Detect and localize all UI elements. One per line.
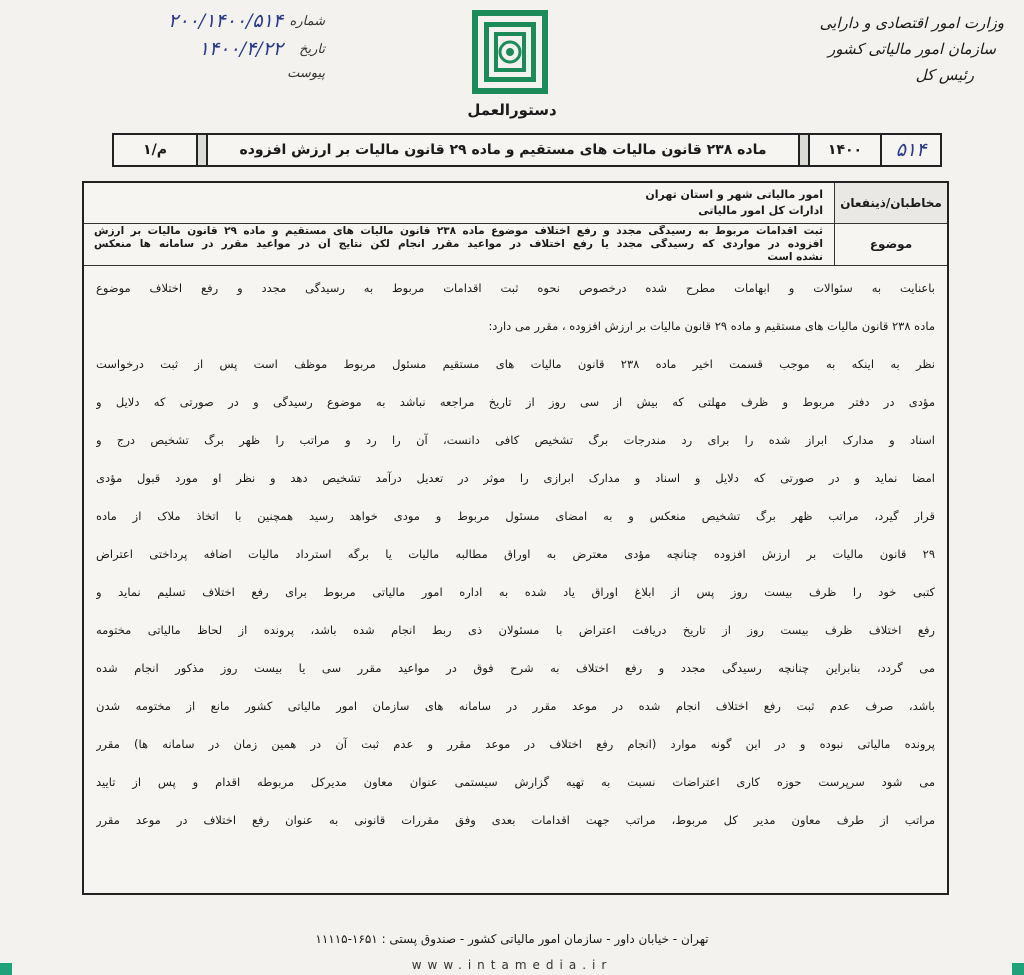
attachment-row: [95, 66, 325, 86]
body-line: مؤدی در دفتر مربوط و ظرف مهلتی که بیش از سی روز از تاریخ مراجعه نباشد به موضوع رسیدگی و در صورتی که دلایل و: [96, 395, 935, 409]
number-value: ۲۰۰/۱۴۰۰/۵۱۴: [168, 10, 283, 32]
body-line: کتبی خود را ظرف بیست روز پس از ابلاغ اوراق یاد شده به اداره امور مالیاتی مربوط برای رفع اختلاف تسلیم نماید و: [96, 585, 935, 599]
addressees-content: [84, 183, 835, 223]
body-line: پرونده مالیاتی نبوده و در این گونه موارد (انجام رفع اختلاف در موعد مقرر و عدم ثبت آن در همین زمان در سامانه ها) مقرر: [96, 737, 935, 751]
body-line: ۲۹ قانون مالیات بر ارزش افزوده چنانچه مؤدی معترض به اوراق مطالبه مالیات یا برگه استرداد مالیات اضافه پرداختی اعتراض: [96, 547, 935, 561]
subject-content: [84, 223, 835, 265]
organization-emblem-icon: [470, 8, 550, 96]
addressees-label: مخاطبان/ذینفعان: [834, 183, 947, 223]
body-line: ماده ۲۳۸ قانون مالیات های مستقیم و ماده ۲۹ قانون مالیات بر ارزش افزوده ، مقرر می دارد:: [488, 319, 935, 333]
organization-name: سازمان امور مالیاتی کشور: [828, 40, 996, 58]
body-line: می گردد، بنابراین چنانچه رسیدگی مجدد و رفع اختلاف به شرح فوق در مواعید مقرر سی یا بیست روز مذکور انجام شده: [96, 661, 935, 675]
letter-reference-block: [95, 10, 325, 86]
subject-row: [84, 223, 947, 266]
instruction-bar: [112, 133, 942, 167]
number-label: شماره: [289, 14, 325, 29]
instruction-number: ۵۱۴: [880, 135, 940, 165]
corner-mark: [1012, 963, 1024, 975]
instruction-subject: ماده ۲۳۸ قانون مالیات های مستقیم و ماده ۲۹ قانون مالیات بر ارزش افزوده: [206, 135, 798, 165]
body-line: رفع اختلاف ظرف بیست روز از تاریخ دریافت اعتراض با مسئولان ذی ربط انجام شده باشد، پرونده از لحاظ مالیاتی مختومه: [96, 623, 935, 637]
addressee-item: ادارات کل امور مالیاتی: [698, 204, 823, 217]
head-title: رئیس کل: [915, 66, 974, 84]
letterhead: [744, 10, 1004, 88]
attachment-label: پیوست: [287, 66, 325, 81]
body-line: باشد، صرف عدم ثبت رفع اختلاف انجام شده در موعد مقرر در سامانه های سازمان امور مالیاتی کشور مانع از مختومه شدن: [96, 699, 935, 713]
ministry-name: وزارت امور اقتصادی و دارایی: [819, 14, 1004, 32]
addressees-row: [84, 183, 947, 224]
instruction-table: [82, 181, 949, 895]
body-line: باعنایت به سئوالات و ابهامات مطرح شده درخصوص نحوه ثبت اقدامات مربوط به رسیدگی مجدد و رفع اختلاف موضوع: [96, 281, 935, 295]
body-line: نظر به اینکه به موجب قسمت اخیر ماده ۲۳۸ قانون مالیات های مستقیم مسئول مربوط موظف است پس از ثبت درخواست: [96, 357, 935, 371]
postal-address: تهران - خیابان داور - سازمان امور مالیاتی کشور - صندوق پستی : ۱۶۵۱-۱۱۱۱۵: [315, 932, 709, 946]
document-title: دستورالعمل: [467, 101, 557, 119]
subject-label: موضوع: [834, 223, 947, 265]
bar-divider: [196, 135, 206, 165]
instruction-body: [84, 267, 947, 893]
addressee-item: امور مالیاتی شهر و استان تهران: [645, 188, 823, 201]
subject-line: افزوده در مواردی که رسیدگی مجدد یا رفع اختلاف در مواعید مقرر انجام لکن نتایج آن در مواعید مقرر در سامانه ها منعکس: [94, 238, 823, 250]
subject-line: نشده است: [767, 251, 823, 263]
subject-line: ثبت اقدامات مربوط به رسیدگی مجدد و رفع اختلاف موضوع ماده ۲۳۸ قانون مالیات های مستقیم و ماده ۲۹ قانون مالیات بر ارزش: [94, 225, 823, 237]
body-line: قرار گیرد، مراتب ظهر برگ تشخیص منعکس و به امضای مسئول مربوط و مودی خواهد رسید همچنین با اتخاذ ملاک از ماده: [96, 509, 935, 523]
instruction-year: ۱۴۰۰: [808, 135, 880, 165]
date-value: ۱۴۰۰/۴/۲۲: [198, 38, 283, 60]
bar-divider: [798, 135, 808, 165]
letter-date-row: [95, 38, 325, 66]
instruction-code: م/۱: [143, 142, 167, 158]
body-line: مراتب از طرف معاون مدیر کل مربوط، مراتب جهت اقدامات بعدی وفق مقررات قانونی به عنوان رفع اختلاف در موعد مقرر: [96, 813, 935, 827]
website-watermark: www.intamedia.ir: [411, 958, 613, 972]
body-line: می شود سرپرست حوزه کاری اعتراضات نسبت به تهیه گزارش سیستمی عنوان معاون مدیرکل مربوطه اقدام و پس از تایید: [96, 775, 935, 789]
date-label: تاریخ: [299, 42, 325, 57]
body-line: اسناد و مدارک ابراز شده را برای رد مندرجات برگ تشخیص کافی دانست، آن را رد و مراتب را ظهر برگ تشخیص درج و: [96, 433, 935, 447]
letter-number-row: [95, 10, 325, 38]
body-line: امضا نماید و در صورتی که دلایل و اسناد و مدارک ابرازی را موثر در تعدیل درآمد تشخیص دهد و نظر او مورد قبول مؤدی: [96, 471, 935, 485]
corner-mark: [0, 963, 12, 975]
